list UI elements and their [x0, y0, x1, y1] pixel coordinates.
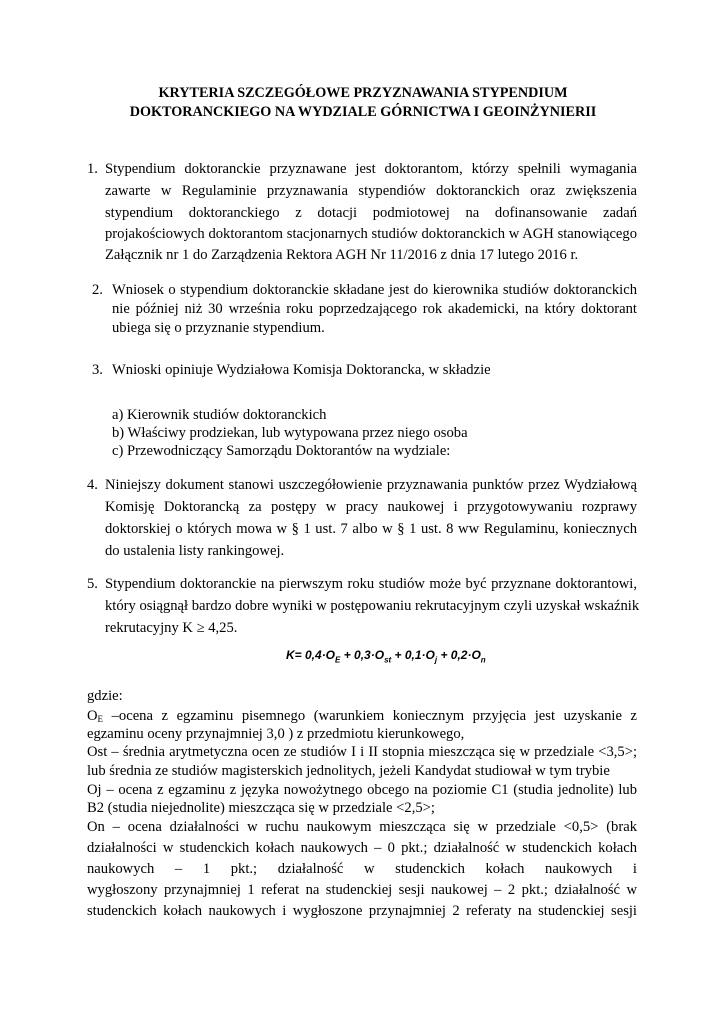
item-1-number: 1.: [87, 161, 98, 177]
oe-line-2: egzaminu oceny przynajmniej 3,0 ) z przedmiotu kierunkowego,: [87, 726, 465, 742]
on-line: On – ocena działalności w ruchu naukowym mieszcząca się w przedziale <0,5> (brak: [87, 819, 637, 835]
on-line: działalności w studenckich kołach naukowych – 0 pkt.; działalność w studenckich kołach: [87, 840, 637, 856]
on-line: naukowych – 1 pkt.; działalność w studenckich kołach naukowych i: [87, 861, 637, 877]
item-2-line: Wniosek o stypendium doktoranckie składane jest do kierownika studiów doktoranckich: [112, 282, 637, 298]
ost-line-2: lub średnia ze studiów magisterskich jednolitych, jeżeli Kandydat studiował w tym trybie: [87, 763, 610, 779]
item-5-line: Stypendium doktoranckie na pierwszym roku studiów może być przyznane doktorantowi,: [105, 576, 637, 592]
oj-line-2: B2 (studia niejednolite) mieszcząca się w przedziale <2,5>;: [87, 800, 435, 816]
formula-k: $K= 0,4\cdot O_E + 0,3\cdot O_{st} + 0,1\cdot O_j + 0,2\cdot O_n$: [286, 648, 486, 665]
item-1-line: zawarte w Regulaminie przyznawania stypendiów doktoranckich oraz zwiększenia: [105, 183, 637, 199]
item-1-line: projakościowych doktorantom stacjonarnych studiów doktoranckich w AGH stanowiącego: [105, 226, 637, 242]
item-1-line: stypendium doktoranckiego z dotacji podmiotowej na dofinansowanie zadań: [105, 205, 637, 221]
item-4-line: Niniejszy dokument stanowi uszczegółowienie przyznawania punktów przez Wydziałową: [105, 477, 637, 493]
item-4-line: doktorskiej o których mowa w § 1 ust. 7 albo w § 1 ust. 8 ww Regulaminu, koniecznych: [105, 521, 637, 537]
item-2-line: ubiega się o przyznanie stypendium.: [112, 320, 325, 336]
on-line: wygłoszony przynajmniej 1 referat na studenckiej sesji naukowej – 2 pkt.; działalność w: [87, 882, 637, 898]
item-3-number: 3.: [92, 362, 103, 378]
ost-line-1: Ost – średnia arytmetyczna ocen ze studiów I i II stopnia mieszcząca się w przedziale <3,5>;: [87, 744, 637, 760]
item-4-number: 4.: [87, 477, 98, 493]
item-1-line: Stypendium doktoranckie przyznawane jest doktorantom, którzy spełnili wymagania: [105, 161, 637, 177]
item-5-line: który osiągnął bardzo dobre wyniki w postępowaniu rekrutacyjnym czyli uzyskał wskaźnik: [105, 598, 640, 614]
oe-line-1: $O_E$ –ocena z egzaminu pisemnego (warunkiem koniecznym przyjęcia jest uzyskanie z: [87, 708, 637, 724]
item-5-number: 5.: [87, 576, 98, 592]
title-line-2: DOKTORANCKIEGO NA WYDZIALE GÓRNICTWA I GEOINŻYNIERII: [129, 104, 597, 120]
item-2-number: 2.: [92, 282, 103, 298]
item-3-line: Wnioski opiniuje Wydziałowa Komisja Doktorancka, w składzie: [112, 362, 491, 378]
item-4-line: do ustalenia listy rankingowej.: [105, 543, 285, 559]
item-5-line: rekrutacyjny K ≥ 4,25.: [105, 620, 238, 636]
item-3-sub: c) Przewodniczący Samorządu Doktorantów na wydziale:: [112, 443, 451, 459]
item-2-line: nie później niż 30 września roku poprzedzającego rok akademicki, na który doktorant: [112, 301, 637, 317]
where-label: gdzie:: [87, 688, 123, 704]
item-3-sub: b) Właściwy prodziekan, lub wytypowana przez niego osoba: [112, 425, 468, 441]
item-3-sub: a) Kierownik studiów doktoranckich: [112, 407, 327, 423]
title-line-1: KRYTERIA SZCZEGÓŁOWE PRZYZNAWANIA STYPENDIUM: [158, 85, 568, 101]
item-4-line: Komisję Doktorancką za postępy w pracy naukowej i przygotowywaniu rozprawy: [105, 499, 637, 515]
oj-line-1: Oj – ocena z egzaminu z języka nowożytnego obcego na poziomie C1 (studia jednolite) lub: [87, 782, 637, 798]
item-1-line: Załącznik nr 1 do Zarządzenia Rektora AGH Nr 11/2016 z dnia 17 lutego 2016 r.: [105, 247, 579, 263]
on-line: studenckich kołach naukowych i wygłoszone przynajmniej 2 referaty na studenckiej sesji: [87, 903, 637, 919]
